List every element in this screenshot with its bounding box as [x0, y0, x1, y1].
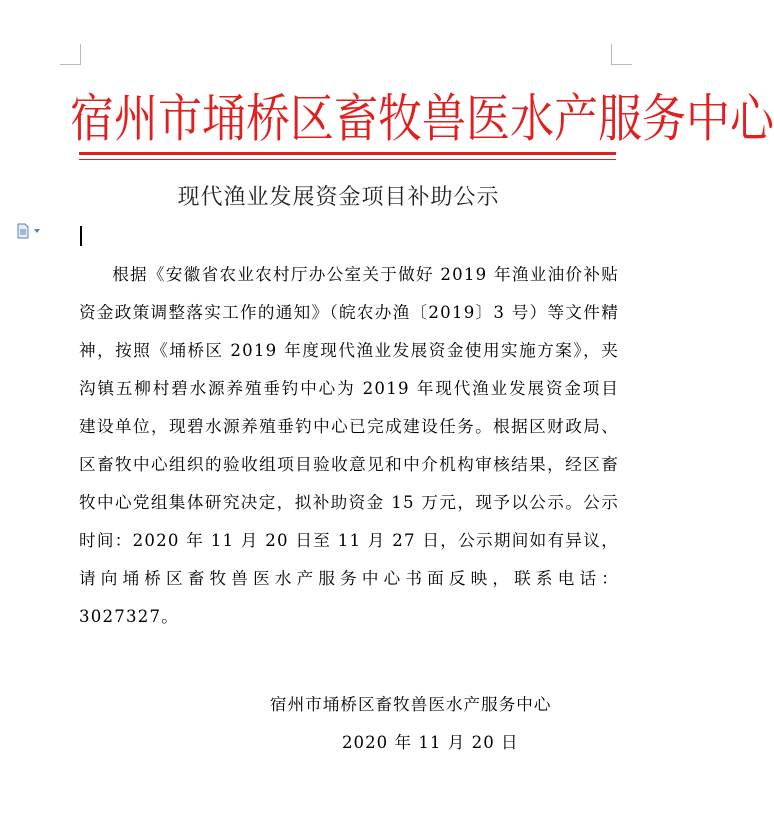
- text-cursor: [80, 226, 82, 246]
- org-header: 宿州市埇桥区畜牧兽医水产服务中心: [70, 89, 774, 150]
- document-title: 现代渔业发展资金项目补助公示: [177, 185, 500, 210]
- crop-mark-top-left: [60, 44, 81, 65]
- paste-options-button[interactable]: [16, 222, 48, 240]
- chevron-down-icon: [34, 229, 40, 233]
- document-paste-icon: [16, 223, 30, 239]
- header-rule-thick: [79, 152, 616, 155]
- crop-mark-top-right: [611, 44, 632, 65]
- signature-org: 宿州市埇桥区畜牧兽医水产服务中心: [270, 695, 552, 714]
- header-rule-thin: [79, 159, 616, 160]
- signature-block: [270, 686, 610, 762]
- body-paragraph[interactable]: 根据《安徽省农业农村厅办公室关于做好 2019 年渔业油价补贴资金政策调整落实工作的通知》（皖农办渔〔2019〕3 号）等文件精神，按照《埇桥区 2019 年度现代渔业发展资金使用实施方案》，夹沟镇五柳村碧水源养殖垂钓中心为 2019 年现代渔业发展资金项目建设单位，现碧水源养殖垂钓中心已完成建设任务。根据区财政局、区畜牧中心组织的验收组项目验收意见和中介机构审核结果，经区畜牧中心党组集体研究决定，拟补助资金 15 万元，现予以公示。公示时间：2020 年 11 月 20 日至 11 月 27 日，公示期间如有异议，请向埇桥区畜牧兽医水产服务中心书面反映，联系电话：3027327。: [79, 265, 619, 626]
- signature-date: 2020 年 11 月 20 日: [342, 733, 519, 752]
